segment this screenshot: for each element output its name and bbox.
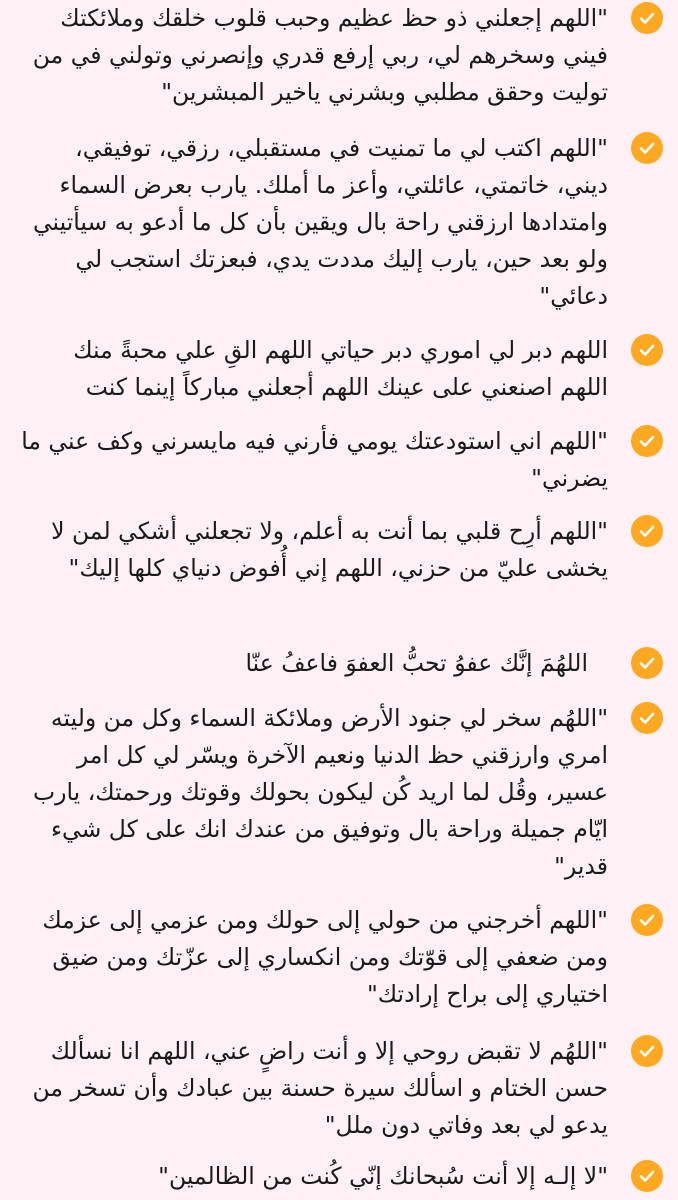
dua-text: "اللهُم لا تقبض روحي إلا و أنت راضٍ عني، اللهم انا نسألك حسن الختام و اسألك سيرة حسنة بين عبادك وأن تسخر من يدعو لي بعد وفاتي دون ملل" bbox=[32, 1037, 608, 1139]
check-circle-icon bbox=[631, 132, 663, 164]
dua-text: "اللهم أخرجني من حولي إلى حولك ومن عزمي إلى عزمك ومن ضعفي إلى قوّتك ومن انكساري إلى عزّتك ومن ضيق اختياري إلى براح إرادتك" bbox=[42, 906, 608, 1008]
dua-text: اللهم دبر لي اموري دبر حياتي اللهم القِ علي محبةً منك اللهم اصنعني على عينك اللهم أجعلني مباركاً إينما كنت bbox=[73, 336, 608, 401]
list-item bbox=[20, 1033, 608, 1144]
dua-text: "اللهم اني استودعتك يومي فأرني فيه مايسرني وكف عني ما يضرني" bbox=[21, 427, 608, 492]
list-item bbox=[20, 1158, 608, 1195]
list-item bbox=[20, 902, 608, 1013]
list-item bbox=[20, 423, 608, 497]
dua-text: اللهُمَ إنَّك عفوُ تحبُّ العفوَ فاعفُ عنّا bbox=[245, 649, 588, 677]
check-circle-icon bbox=[631, 1160, 663, 1192]
list-item bbox=[20, 645, 608, 682]
list-item bbox=[20, 513, 608, 587]
check-circle-icon bbox=[631, 702, 663, 734]
check-circle-icon bbox=[631, 647, 663, 679]
dua-text: "اللهم أرِح قلبي بما أنت به أعلم، ولا تجعلني أشكي لمن لا يخشى عليّ من حزني، اللهم إني أُفوض دنياي كلها إليك" bbox=[51, 517, 608, 582]
list-item bbox=[20, 332, 608, 406]
list-item bbox=[20, 700, 608, 885]
check-circle-icon bbox=[631, 515, 663, 547]
check-circle-icon bbox=[631, 904, 663, 936]
dua-text: "لا إلـه إلا أنت سُبحانك إنّي كُنت من الظالمين" bbox=[158, 1162, 608, 1190]
check-circle-icon bbox=[631, 425, 663, 457]
list-item bbox=[20, 0, 608, 111]
dua-text: "اللهم اكتب لي ما تمنيت في مستقبلي، رزقي، توفيقي، ديني، خاتمتي، عائلتي، وأعز ما أملك. يارب بعرض السماء وامتدادها ارزقني راحة بال ويقين بأن كل ما أدعو به سيأتيني ولو بعد حين، يارب إليك مددت يدي، فبعزتك استجب لي دعائي" bbox=[32, 134, 608, 310]
check-circle-icon bbox=[631, 1035, 663, 1067]
check-circle-icon bbox=[631, 334, 663, 366]
check-circle-icon bbox=[631, 2, 663, 34]
list-item bbox=[20, 130, 608, 315]
dua-text: "اللهم إجعلني ذو حظ عظيم وحبب قلوب خلقك وملائكتك فيني وسخرهم لي، ربي إرفع قدري وإنصرني وتولني في من توليت وحقق مطلبي وبشرني ياخير المبشرين" bbox=[32, 4, 608, 106]
dua-text: "اللهُم سخر لي جنود الأرض وملائكة السماء وكل من وليته امري وارزقني حظ الدنيا ونعيم الآخرة ويسّر لي كل امر عسير، وقُل لما اريد كُن ليكون بحولك وقوتك ورحمتك، يارب ايّام جميلة وراحة بال وتوفيق من عندك انك على كل شيء قدير" bbox=[33, 704, 608, 880]
